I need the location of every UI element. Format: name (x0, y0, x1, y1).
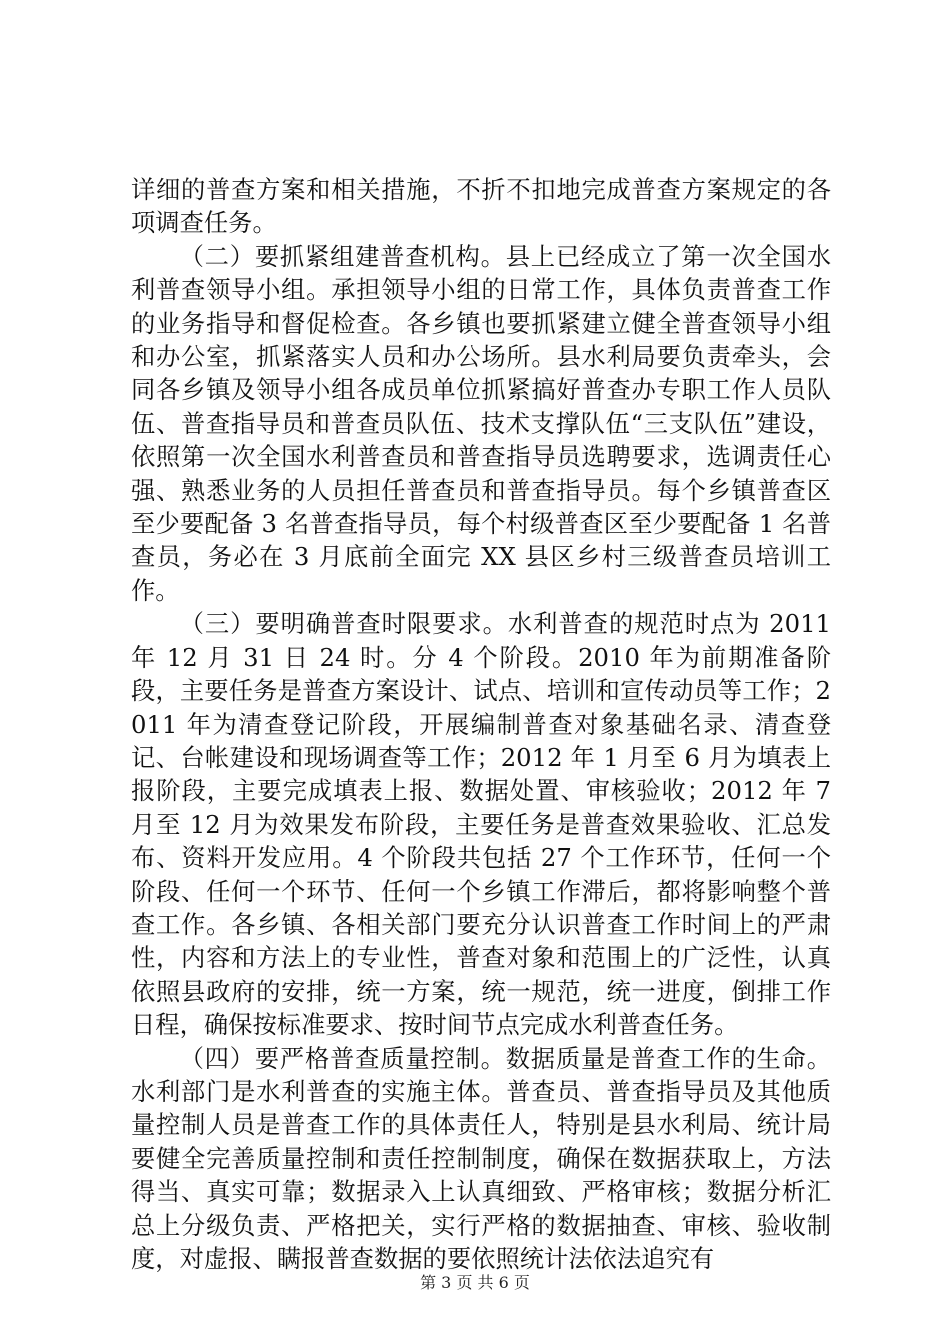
paragraph-continuation: 详细的普查方案和相关措施，不折不扣地完成普查方案规定的各项调查任务。 (131, 175, 831, 238)
paragraph-section-2: （二）要抓紧组建普查机构。县上已经成立了第一次全国水利普查领导小组。承担领导小组的日常工作，具体负责普查工作的业务指导和督促检查。各乡镇也要抓紧建立健全普查领导小组和办公室，抓紧落实人员和办公场所。县水利局要负责牵头，会同各乡镇及领导小组各成员单位抓紧搞好普查办专职工作人员队伍、普查指导员和普查员队伍、技术支撑队伍“三支队伍”建设，依照第一次全国水利普查员和普查指导员选聘要求，选调责任心强、熟悉业务的人员担任普查员和普查指导员。每个乡镇普查区至少要配备 3 名普查指导员，每个村级普查区至少要配备 1 名普查员，务必在 3 月底前全面完 XX 县区乡村三级普查员培训工作。 (131, 241, 831, 605)
paragraph-section-4: （四）要严格普查质量控制。数据质量是普查工作的生命。水利部门是水利普查的实施主体。普查员、普查指导员及其他质量控制人员是普查工作的具体责任人，特别是县水利局、统计局要健全完善质量控制和责任控制制度，确保在数据获取上，方法得当、真实可靠；数据录入上认真细致、严格审核；数据分析汇总上分级负责、严格把关，实行严格的数据抽查、审核、验收制度，对虚报、瞒报普查数据的要依照统计法依法追究有 (131, 1043, 831, 1273)
document-body (131, 173, 831, 1275)
paragraph-section-3: （三）要明确普查时限要求。水利普查的规范时点为 2011 年 12 月 31 日 24 时。分 4 个阶段。2010 年为前期准备阶段，主要任务是普查方案设计、试点、培训和宣传动员等工作；2011 年为清查登记阶段，开展编制普查对象基础名录、清查登记、台帐建设和现场调查等工作；2012 年 1 月至 6 月为填表上报阶段，主要完成填表上报、数据处置、审核验收；2012 年 7 月至 12 月为效果发布阶段，主要任务是普查效果验收、汇总发布、资料开发应用。4 个阶段共包括 27 个工作环节，任何一个阶段、任何一个环节、任何一个乡镇工作滞后，都将影响整个普查工作。各乡镇、各相关部门要充分认识普查工作时间上的严肃性，内容和方法上的专业性，普查对象和范围上的广泛性，认真依照县政府的安排，统一方案，统一规范，统一进度，倒排工作日程，确保按标准要求、按时间节点完成水利普查任务。 (131, 609, 831, 1040)
page-number-footer: 第 3 页 共 6 页 (420, 1273, 530, 1292)
